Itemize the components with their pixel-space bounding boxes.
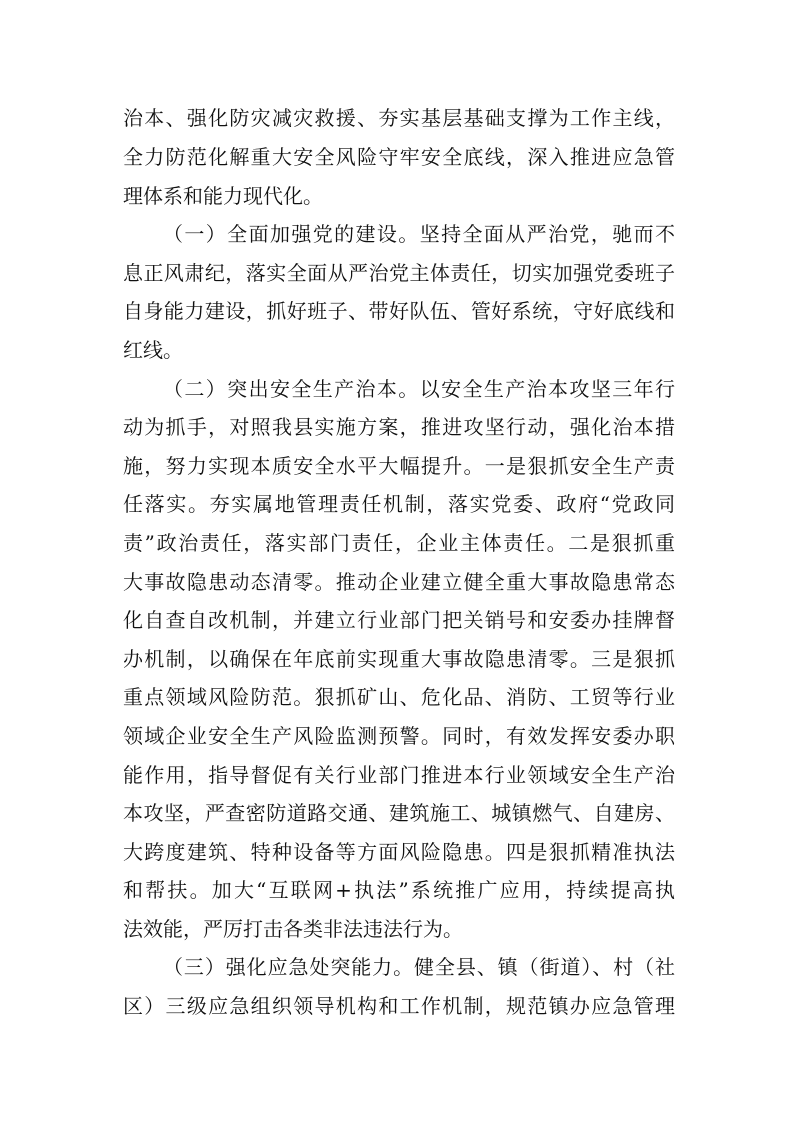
text-line: 大事故隐患动态清零。推动企业建立健全重大事故隐患常态 [123,570,675,594]
paragraph-heading-line: （二）突出安全生产治本。以安全生产治本攻坚三年行 [163,377,675,401]
text-line: 区）三级应急组织领导机构和工作机制，规范镇办应急管理 [123,994,675,1018]
text-line: 理体系和能力现代化。 [123,184,323,208]
text-line: 化自查自改机制，并建立行业部门把关销号和安委办挂牌督 [123,608,675,632]
paragraph-heading-line: （三）强化应急处突能力。健全县、镇（街道）、村（社 [163,955,675,979]
text-line: 法效能，严厉打击各类非法违法行为。 [123,917,463,941]
text-line: 施，努力实现本质安全水平大幅提升。一是狠抓安全生产责 [123,454,675,478]
text-line: 自身能力建设，抓好班子、带好队伍、管好系统，守好底线和 [123,299,675,323]
text-line: 红线。 [123,338,183,362]
text-line: 能作用，指导督促有关行业部门推进本行业领域安全生产治 [123,763,675,787]
text-line: 领域企业安全生产风险监测预警。同时，有效发挥安委办职 [123,724,675,748]
text-line: 责”政治责任，落实部门责任，企业主体责任。二是狠抓重 [123,531,675,555]
text-line: 办机制，以确保在年底前实现重大事故隐患清零。三是狠抓 [123,647,675,671]
text-line: 息正风肃纪，落实全面从严治党主体责任，切实加强党委班子 [123,261,675,285]
text-line: 大跨度建筑、特种设备等方面风险隐患。四是狠抓精准执法 [123,840,675,864]
text-line: 本攻坚，严查密防道路交通、建筑施工、城镇燃气、自建房、 [123,801,675,825]
text-line: 治本、强化防灾减灾救援、夯实基层基础支撑为工作主线， [123,106,675,130]
text-line: 和帮扶。加大“互联网+执法”系统推广应用，持续提高执 [123,878,675,902]
text-line: 任落实。夯实属地管理责任机制，落实党委、政府“党政同 [123,492,675,516]
text-line: 重点领域风险防范。狠抓矿山、危化品、消防、工贸等行业 [123,685,675,709]
paragraph-heading-line: （一）全面加强党的建设。坚持全面从严治党，驰而不 [163,222,675,246]
text-line: 全力防范化解重大安全风险守牢安全底线，深入推进应急管 [123,145,675,169]
text-line: 动为抓手，对照我县实施方案，推进攻坚行动，强化治本措 [123,415,675,439]
